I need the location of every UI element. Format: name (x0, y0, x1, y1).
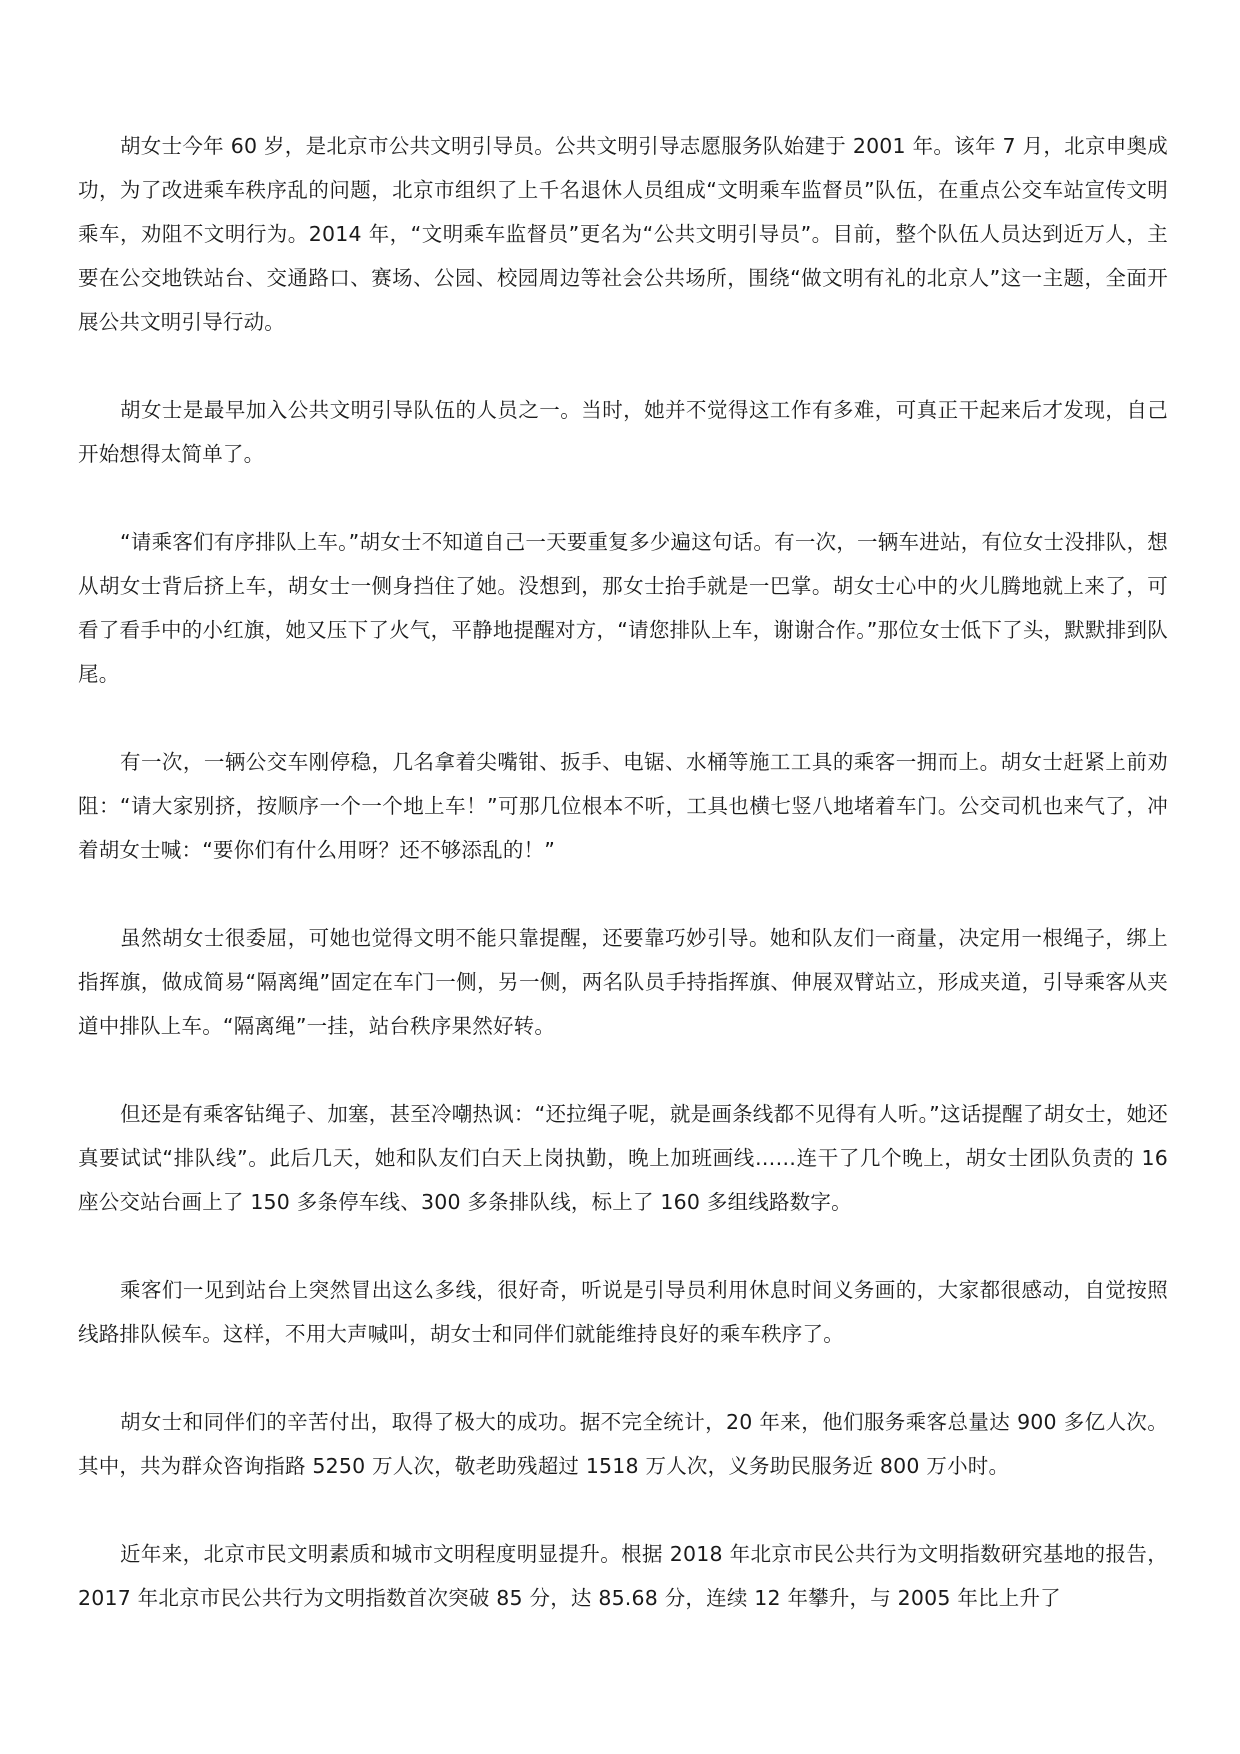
paragraph-7: 乘客们一见到站台上突然冒出这么多线，很好奇，听说是引导员利用休息时间义务画的，大家都很感动，自觉按照线路排队候车。这样，不用大声喊叫，胡女士和同伴们就能维持良好的乘车秩序了。 (78, 1278, 1168, 1346)
paragraph-8: 胡女士和同伴们的辛苦付出，取得了极大的成功。据不完全统计，20 年来，他们服务乘客总量达 900 多亿人次。其中，共为群众咨询指路 5250 万人次，敬老助残超过 1518 万人次，义务助民服务近 800 万小时。 (78, 1410, 1168, 1478)
paragraph-1: 胡女士今年 60 岁，是北京市公共文明引导员。公共文明引导志愿服务队始建于 2001 年。该年 7 月，北京申奥成功，为了改进乘车秩序乱的问题，北京市组织了上千名退休人员组成“文明乘车监督员”队伍，在重点公交车站宣传文明乘车，劝阻不文明行为。2014 年，“文明乘车监督员”更名为“公共文明引导员”。目前，整个队伍人员达到近万人，主要在公交地铁站台、交通路口、赛场、公园、校园周边等社会公共场所，围绕“做文明有礼的北京人”这一主题，全面开展公共文明引导行动。 (78, 134, 1168, 334)
paragraph-3: “请乘客们有序排队上车。”胡女士不知道自己一天要重复多少遍这句话。有一次，一辆车进站，有位女士没排队，想从胡女士背后挤上车，胡女士一侧身挡住了她。没想到，那女士抬手就是一巴掌。胡女士心中的火儿腾地就上来了，可看了看手中的小红旗，她又压下了火气，平静地提醒对方，“请您排队上车，谢谢合作。”那位女士低下了头，默默排到队尾。 (78, 530, 1168, 686)
paragraph-4: 有一次，一辆公交车刚停稳，几名拿着尖嘴钳、扳手、电锯、水桶等施工工具的乘客一拥而上。胡女士赶紧上前劝阻：“请大家别挤，按顺序一个一个地上车！”可那几位根本不听，工具也横七竖八地堵着车门。公交司机也来气了，冲着胡女士喊：“要你们有什么用呀？还不够添乱的！” (78, 750, 1168, 862)
document-body (78, 124, 1168, 1664)
paragraph-2: 胡女士是最早加入公共文明引导队伍的人员之一。当时，她并不觉得这工作有多难，可真正干起来后才发现，自己开始想得太简单了。 (78, 398, 1168, 466)
paragraph-5: 虽然胡女士很委屈，可她也觉得文明不能只靠提醒，还要靠巧妙引导。她和队友们一商量，决定用一根绳子，绑上指挥旗，做成简易“隔离绳”固定在车门一侧，另一侧，两名队员手持指挥旗、伸展双臂站立，形成夹道，引导乘客从夹道中排队上车。“隔离绳”一挂，站台秩序果然好转。 (78, 926, 1168, 1038)
paragraph-6: 但还是有乘客钻绳子、加塞，甚至冷嘲热讽：“还拉绳子呢，就是画条线都不见得有人听。”这话提醒了胡女士，她还真要试试“排队线”。此后几天，她和队友们白天上岗执勤，晚上加班画线……连干了几个晚上，胡女士团队负责的 16 座公交站台画上了 150 多条停车线、300 多条排队线，标上了 160 多组线路数字。 (78, 1102, 1168, 1214)
paragraph-9: 近年来，北京市民文明素质和城市文明程度明显提升。根据 2018 年北京市民公共行为文明指数研究基地的报告，2017 年北京市民公共行为文明指数首次突破 85 分，达 85.68 分，连续 12 年攀升，与 2005 年比上升了 (78, 1542, 1168, 1610)
